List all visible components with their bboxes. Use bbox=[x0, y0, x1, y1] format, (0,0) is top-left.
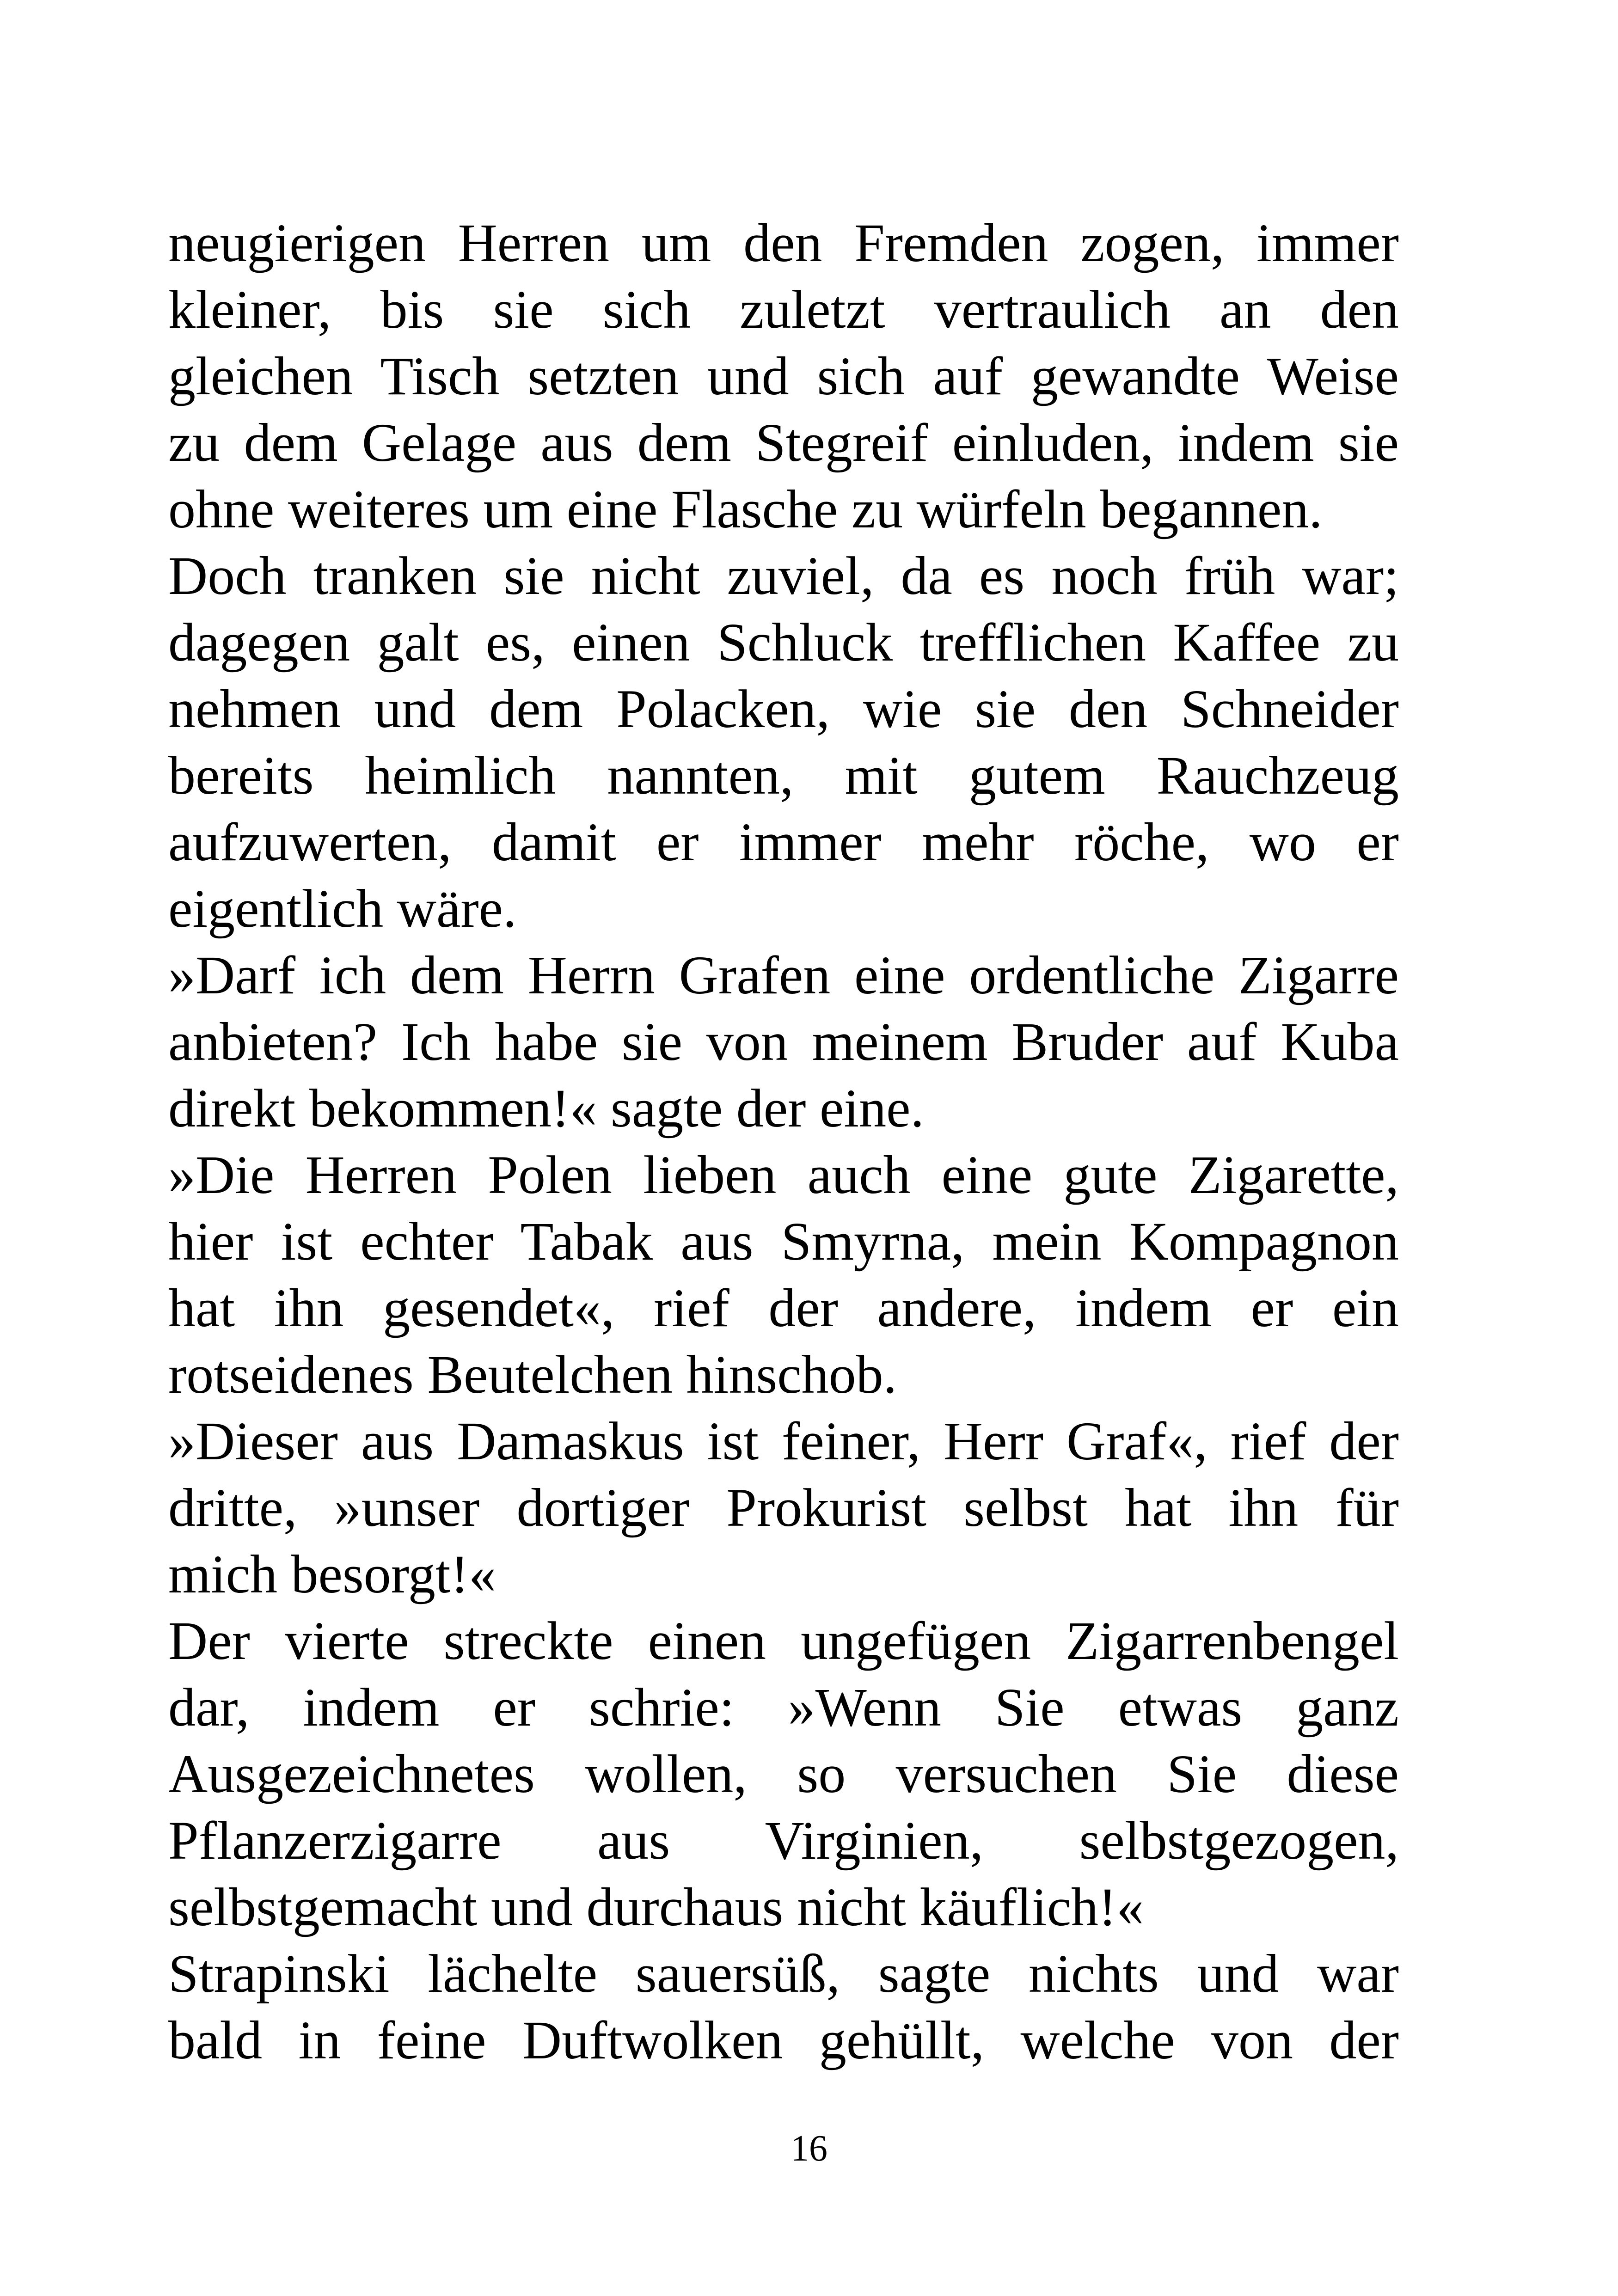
body-text bbox=[168, 210, 1399, 2074]
text-line: aufzuwerten, damit er immer mehr röche, wo er bbox=[168, 812, 1399, 872]
text-line: dar, indem er schrie: »Wenn Sie etwas ganz bbox=[168, 1677, 1399, 1738]
text-line: mich besorgt!« bbox=[168, 1544, 496, 1604]
text-line: »Darf ich dem Herrn Grafen eine ordentliche Zigarre bbox=[168, 945, 1399, 1005]
text-line: Der vierte streckte einen ungefügen Zigarrenbengel bbox=[168, 1610, 1399, 1671]
text-line: kleiner, bis sie sich zuletzt vertraulich an den bbox=[168, 279, 1399, 340]
text-line: eigentlich wäre. bbox=[168, 878, 517, 939]
text-line: hier ist echter Tabak aus Smyrna, mein Kompagnon bbox=[168, 1211, 1399, 1272]
text-line: Pflanzerzigarre aus Virginien, selbstgezogen, bbox=[168, 1810, 1399, 1871]
text-line: Doch tranken sie nicht zuviel, da es noch früh war; bbox=[168, 545, 1399, 606]
text-line: dagegen galt es, einen Schluck trefflichen Kaffee zu bbox=[168, 612, 1399, 673]
text-line: Ausgezeichnetes wollen, so versuchen Sie diese bbox=[168, 1744, 1399, 1804]
text-line: zu dem Gelage aus dem Stegreif einluden, indem sie bbox=[168, 412, 1399, 473]
text-line: bald in feine Duftwolken gehüllt, welche von der bbox=[168, 2010, 1399, 2070]
text-line: dritte, »unser dortiger Prokurist selbst hat ihn für bbox=[168, 1477, 1399, 1538]
text-line: direkt bekommen!« sagte der eine. bbox=[168, 1078, 925, 1139]
text-line: selbstgemacht und durchaus nicht käuflich!« bbox=[168, 1877, 1144, 1937]
text-line: Strapinski lächelte sauersüß, sagte nichts und war bbox=[168, 1943, 1399, 2004]
text-line: bereits heimlich nannten, mit gutem Rauchzeug bbox=[168, 745, 1399, 806]
text-line: ohne weiteres um eine Flasche zu würfeln begannen. bbox=[168, 479, 1323, 539]
text-line: anbieten? Ich habe sie von meinem Bruder auf Kuba bbox=[168, 1011, 1399, 1072]
text-line: neugierigen Herren um den Fremden zogen, immer bbox=[168, 213, 1399, 273]
text-line: gleichen Tisch setzten und sich auf gewandte Weise bbox=[168, 346, 1399, 406]
text-line: »Dieser aus Damaskus ist feiner, Herr Graf«, rief der bbox=[168, 1411, 1399, 1471]
text-line: hat ihn gesendet«, rief der andere, indem er ein bbox=[168, 1278, 1399, 1338]
text-line: nehmen und dem Polacken, wie sie den Schneider bbox=[168, 679, 1399, 739]
text-line: »Die Herren Polen lieben auch eine gute Zigarette, bbox=[168, 1145, 1399, 1205]
text-line: rotseidenes Beutelchen hinschob. bbox=[168, 1344, 897, 1405]
page-number: 16 bbox=[791, 2128, 827, 2169]
